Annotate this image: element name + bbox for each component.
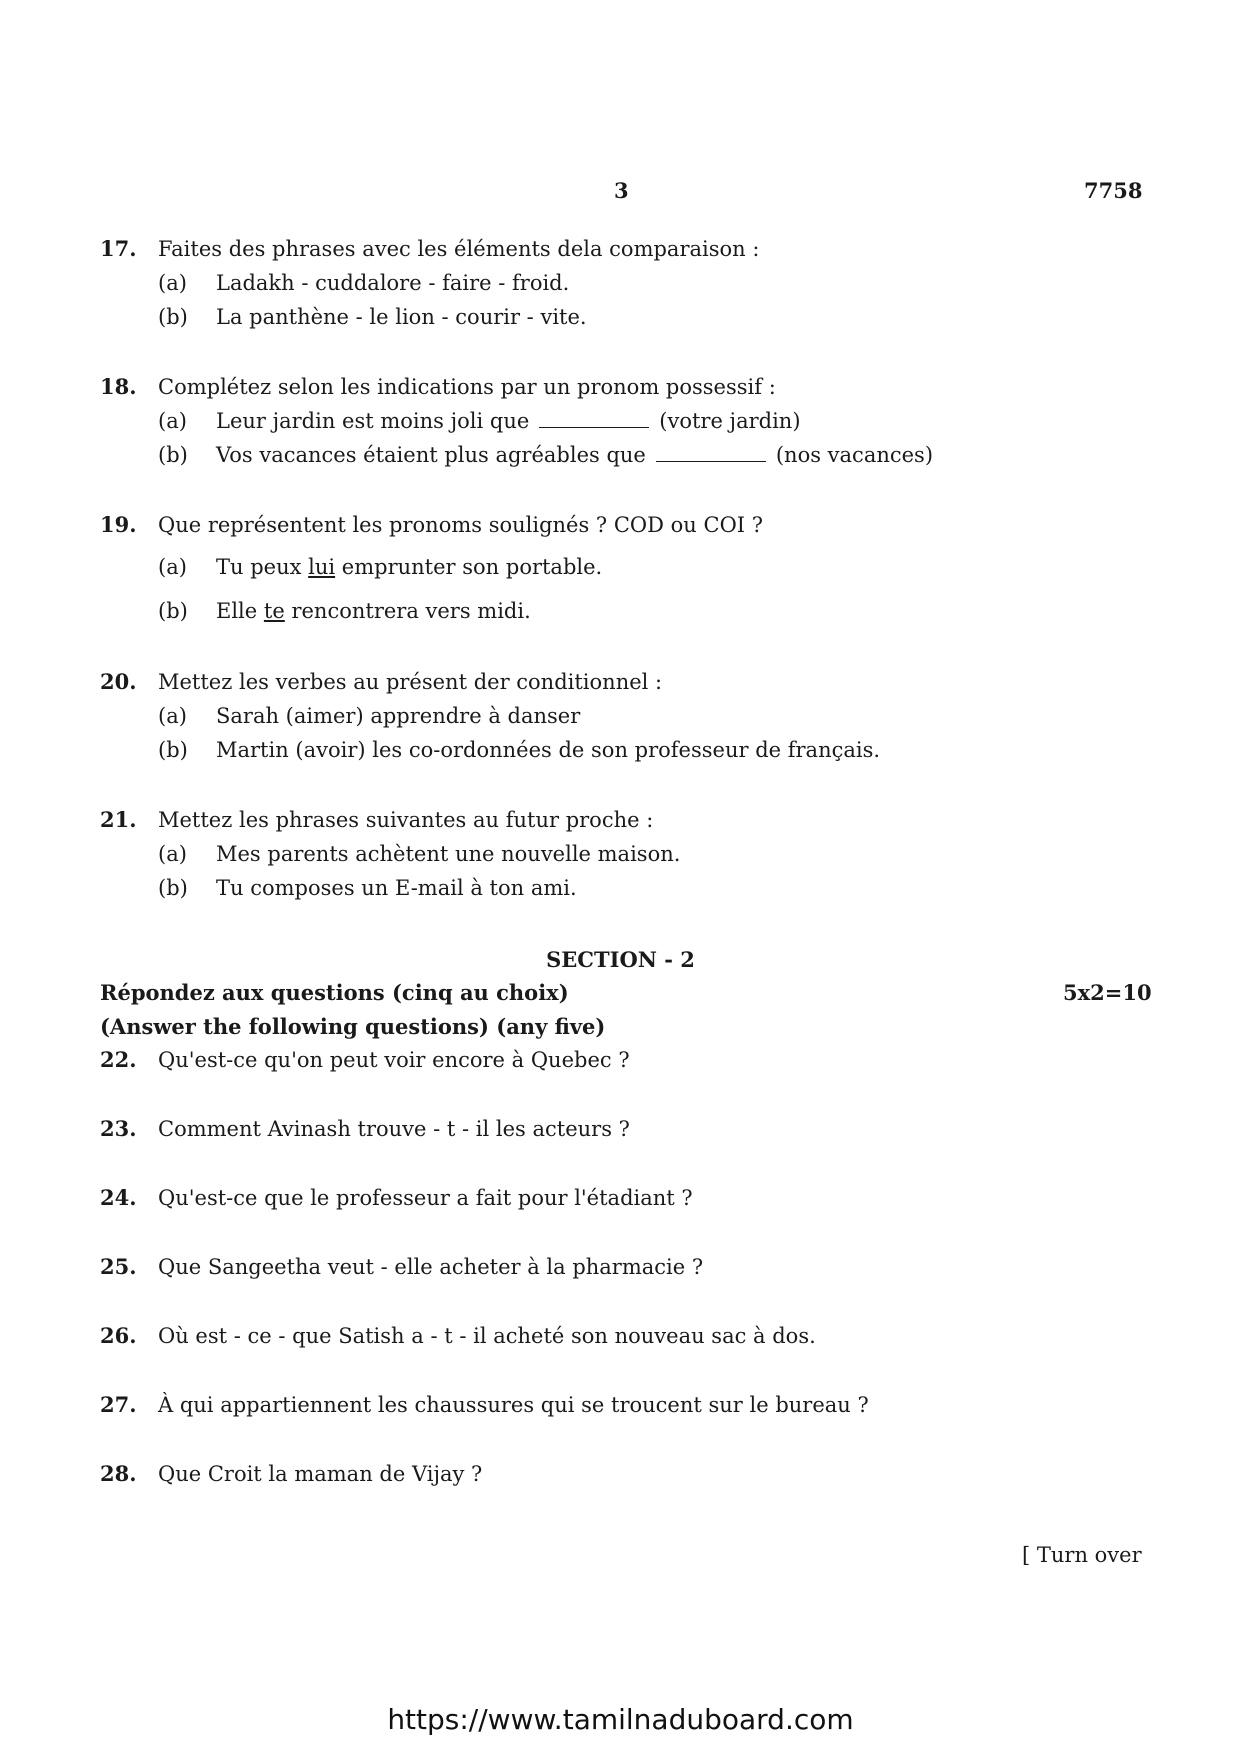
question-26 — [100, 1319, 1140, 1353]
instruction-french: Répondez aux questions (cinq au choix) — [100, 980, 569, 1005]
question-number: 22. — [100, 1047, 137, 1072]
option-text: Vos vacances étaient plus agréables que — [216, 443, 646, 467]
question-text: Complétez selon les indications par un pronom possessif : — [158, 375, 776, 399]
question-number: 18. — [100, 374, 137, 399]
question-number: 19. — [100, 512, 137, 537]
question-number: 17. — [100, 236, 137, 261]
marks-allocation: 5x2=10 — [1063, 980, 1152, 1005]
question-text: Mettez les verbes au présent der conditionnel : — [158, 670, 663, 694]
question-number: 23. — [100, 1116, 137, 1141]
question-number: 27. — [100, 1392, 137, 1417]
section-title: SECTION - 2 — [546, 947, 695, 972]
option-hint: (votre jardin) — [659, 409, 801, 433]
option-text: Martin (avoir) les co-ordonnées de son professeur de français. — [216, 738, 881, 762]
option-label: (b) — [158, 876, 188, 900]
option-label: (b) — [158, 738, 188, 762]
question-text: Faites des phrases avec les éléments dela comparaison : — [158, 237, 760, 261]
option-text: Ladakh - cuddalore - faire - froid. — [216, 271, 570, 295]
question-number: 24. — [100, 1185, 137, 1210]
option-text: Sarah (aimer) apprendre à danser — [216, 704, 581, 728]
underlined-pronoun: te — [263, 599, 285, 623]
option-text-rest: rencontrera vers midi. — [291, 599, 531, 623]
question-19 — [100, 508, 1140, 628]
option-text: Tu peux — [216, 555, 302, 579]
option-hint: (nos vacances) — [775, 443, 934, 467]
question-27 — [100, 1388, 1140, 1422]
question-number: 26. — [100, 1323, 137, 1348]
question-text: Que représentent les pronoms soulignés ? COD ou COI ? — [158, 513, 764, 537]
question-25 — [100, 1250, 1140, 1284]
option-label: (a) — [158, 842, 187, 866]
question-text: Où est - ce - que Satish a - t - il acheté son nouveau sac à dos. — [158, 1324, 816, 1348]
question-text: Mettez les phrases suivantes au futur proche : — [158, 808, 654, 832]
option-label: (a) — [158, 409, 187, 433]
question-number: 21. — [100, 807, 137, 832]
option-text: Leur jardin est moins joli que — [216, 409, 530, 433]
instruction-english: (Answer the following questions) (any five) — [100, 1014, 606, 1039]
question-text: Comment Avinash trouve - t - il les acteurs ? — [158, 1117, 630, 1141]
question-22 — [100, 1043, 1140, 1077]
answer-blank — [656, 441, 766, 462]
question-text: À qui appartiennent les chaussures qui se troucent sur le bureau ? — [158, 1393, 869, 1417]
question-23 — [100, 1112, 1140, 1146]
option-label: (b) — [158, 305, 188, 329]
question-text: Que Sangeetha veut - elle acheter à la pharmacie ? — [158, 1255, 704, 1279]
option-text: Tu composes un E-mail à ton ami. — [216, 876, 577, 900]
option-label: (a) — [158, 555, 187, 579]
option-text: Elle — [216, 599, 258, 623]
option-label: (a) — [158, 704, 187, 728]
question-28 — [100, 1457, 1140, 1491]
option-label: (a) — [158, 271, 187, 295]
underlined-pronoun: lui — [308, 555, 336, 579]
page-number: 3 — [614, 178, 629, 203]
option-text: Mes parents achètent une nouvelle maison. — [216, 842, 681, 866]
question-number: 25. — [100, 1254, 137, 1279]
option-text-rest: emprunter son portable. — [341, 555, 603, 579]
question-text: Que Croit la maman de Vijay ? — [158, 1462, 483, 1486]
question-17 — [100, 232, 1140, 334]
question-24 — [100, 1181, 1140, 1215]
question-number: 28. — [100, 1461, 137, 1486]
footer-url[interactable]: https://www.tamilnaduboard.com — [387, 1703, 854, 1736]
question-21 — [100, 803, 1140, 905]
option-text: La panthène - le lion - courir - vite. — [216, 305, 587, 329]
question-text: Qu'est-ce qu'on peut voir encore à Quebec ? — [158, 1048, 630, 1072]
paper-code: 7758 — [1084, 178, 1143, 203]
question-20 — [100, 665, 1140, 767]
question-18 — [100, 370, 1140, 472]
option-label: (b) — [158, 443, 188, 467]
turn-over-note: [ Turn over — [1022, 1543, 1142, 1567]
option-label: (b) — [158, 599, 188, 623]
answer-blank — [539, 407, 649, 428]
question-number: 20. — [100, 669, 137, 694]
question-text: Qu'est-ce que le professeur a fait pour l'étadiant ? — [158, 1186, 693, 1210]
